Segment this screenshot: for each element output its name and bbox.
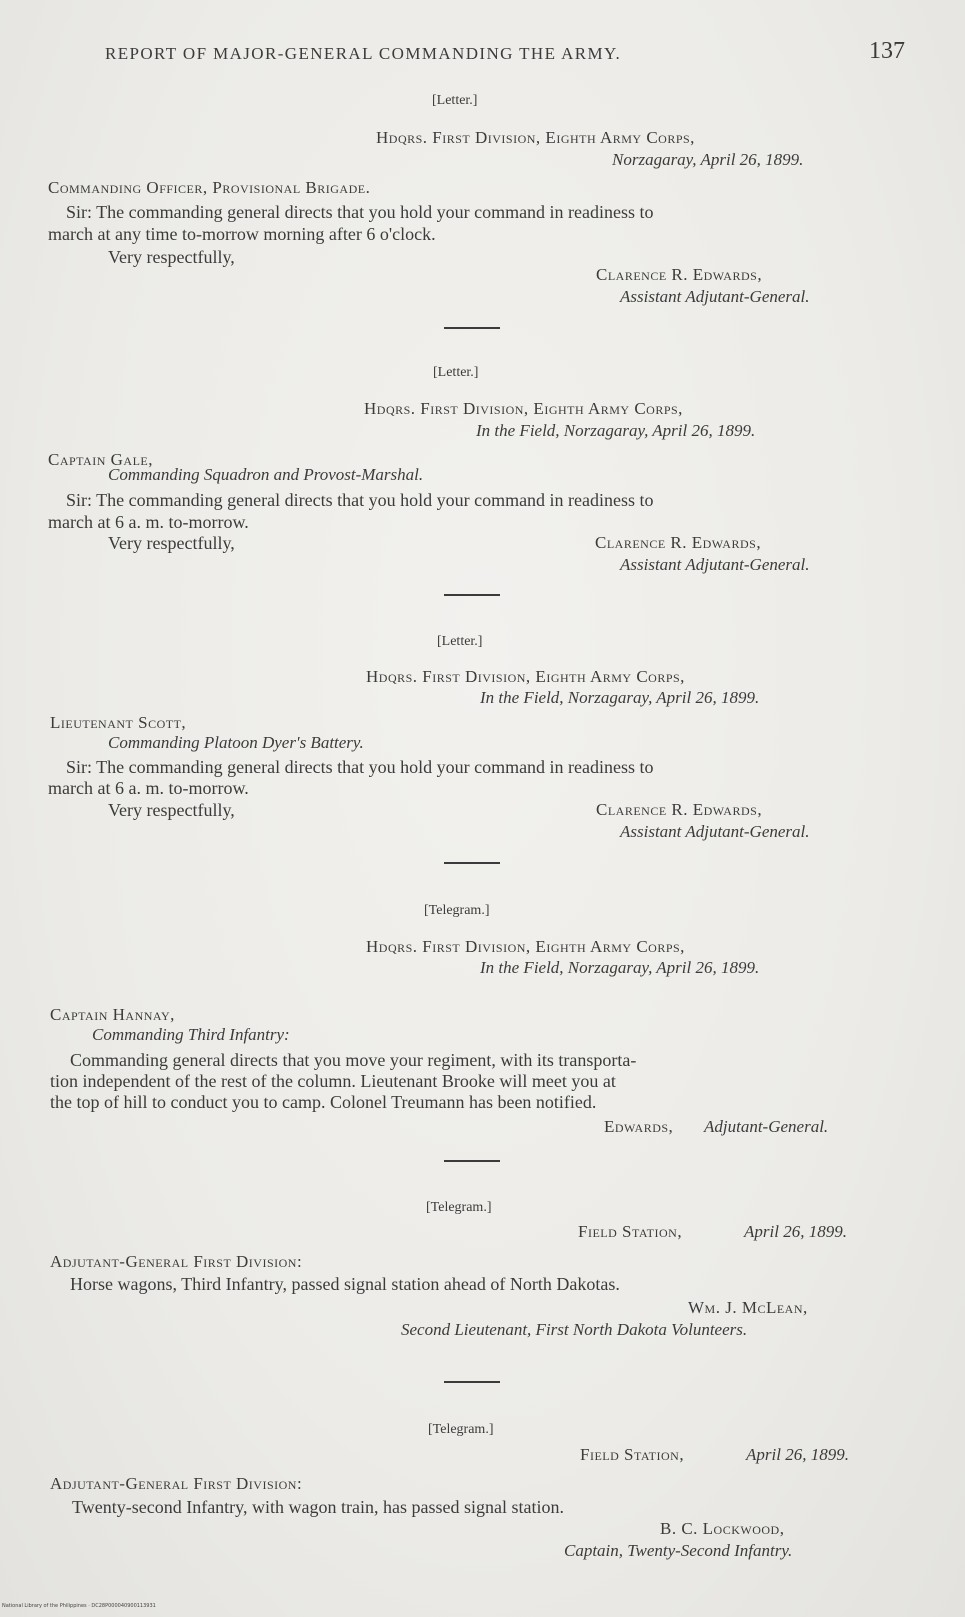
closing: Very respectfully, <box>108 247 235 267</box>
addressee: Commanding Officer, Provisional Brigade. <box>48 178 371 197</box>
place-date: Norzagaray, April 26, 1899. <box>612 150 804 169</box>
section-divider <box>444 862 500 864</box>
body-line: Sir: The commanding general directs that you hold your command in readiness to <box>66 757 654 777</box>
addressee: Adjutant-General First Division: <box>50 1474 303 1493</box>
signature-title: Second Lieutenant, First North Dakota Volunteers. <box>401 1320 748 1339</box>
signature: Clarence R. Edwards, <box>596 265 763 284</box>
addressee: Adjutant-General First Division: <box>50 1252 303 1271</box>
closing: Very respectfully, <box>108 533 235 553</box>
signature-title: Assistant Adjutant-General. <box>620 822 810 841</box>
running-head-title: REPORT OF MAJOR-GENERAL COMMANDING THE ARMY. <box>105 44 622 63</box>
place-date: In the Field, Norzagaray, April 26, 1899. <box>480 958 760 977</box>
document-type: [Telegram.] <box>426 1200 492 1215</box>
section-divider <box>444 1381 500 1383</box>
body-line: Sir: The commanding general directs that you hold your command in readiness to <box>66 490 654 510</box>
signature-title: Adjutant-General. <box>704 1117 829 1136</box>
body-line: Twenty-second Infantry, with wagon train, has passed signal station. <box>72 1497 564 1517</box>
addressee: Captain Hannay, <box>50 1005 175 1024</box>
addressee-subtitle: Commanding Third Infantry: <box>92 1025 290 1044</box>
body-line: march at 6 a. m. to-morrow. <box>48 778 249 798</box>
signature: Edwards, <box>604 1117 674 1136</box>
document-type: [Letter.] <box>433 365 479 380</box>
addressee-subtitle: Commanding Platoon Dyer's Battery. <box>108 733 364 752</box>
headquarters: Hdqrs. First Division, Eighth Army Corps, <box>364 399 683 418</box>
signature-title: Assistant Adjutant-General. <box>620 287 810 306</box>
body-line: march at 6 a. m. to-morrow. <box>48 512 249 532</box>
date: April 26, 1899. <box>744 1222 847 1241</box>
place-date: In the Field, Norzagaray, April 26, 1899. <box>476 421 756 440</box>
body-line: Sir: The commanding general directs that you hold your command in readiness to <box>66 202 654 222</box>
signature: Clarence R. Edwards, <box>595 533 762 552</box>
page-number: 137 <box>869 38 905 64</box>
document-type: [Telegram.] <box>428 1422 494 1437</box>
headquarters: Hdqrs. First Division, Eighth Army Corps, <box>366 937 685 956</box>
signature-title: Captain, Twenty-Second Infantry. <box>564 1541 793 1560</box>
section-divider <box>444 594 500 596</box>
body-line: Horse wagons, Third Infantry, passed signal station ahead of North Dakotas. <box>70 1274 620 1294</box>
running-head <box>105 38 905 64</box>
addressee: Captain Gale, <box>48 450 153 469</box>
signature-title: Assistant Adjutant-General. <box>620 555 810 574</box>
closing: Very respectfully, <box>108 800 235 820</box>
date: April 26, 1899. <box>746 1445 849 1464</box>
document-type: [Telegram.] <box>424 903 490 918</box>
document-type: [Letter.] <box>432 93 478 108</box>
station: Field Station, <box>580 1445 685 1464</box>
section-divider <box>444 1160 500 1162</box>
signature: Wm. J. McLean, <box>688 1298 808 1317</box>
addressee-subtitle: Commanding Squadron and Provost-Marshal. <box>108 465 424 484</box>
body-line: tion independent of the rest of the column. Lieutenant Brooke will meet you at <box>50 1071 616 1091</box>
station: Field Station, <box>578 1222 683 1241</box>
scan-footer: National Library of the Philippines · DC28P000040900113931 <box>2 1603 156 1609</box>
signature: Clarence R. Edwards, <box>596 800 763 819</box>
document-type: [Letter.] <box>437 634 483 649</box>
signature: B. C. Lockwood, <box>660 1519 785 1538</box>
headquarters: Hdqrs. First Division, Eighth Army Corps, <box>376 128 695 147</box>
headquarters: Hdqrs. First Division, Eighth Army Corps, <box>366 667 685 686</box>
body-line: the top of hill to conduct you to camp. Colonel Treumann has been notified. <box>50 1092 597 1112</box>
addressee: Lieutenant Scott, <box>50 713 187 732</box>
body-line: march at any time to-morrow morning after 6 o'clock. <box>48 224 436 244</box>
body-line: Commanding general directs that you move your regiment, with its transporta- <box>70 1050 637 1070</box>
place-date: In the Field, Norzagaray, April 26, 1899. <box>480 688 760 707</box>
section-divider <box>444 327 500 329</box>
